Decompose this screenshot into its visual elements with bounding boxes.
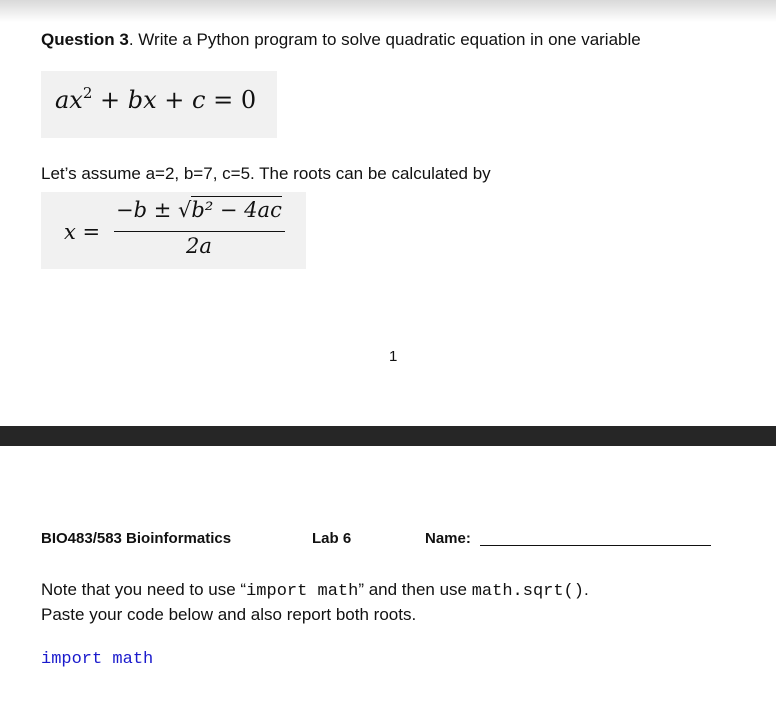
note-code1: import math — [246, 582, 359, 601]
formula-numerator — [116, 198, 282, 222]
lab-label: Lab 6 — [312, 530, 352, 547]
course-title: BIO483/583 Bioinformatics — [41, 530, 232, 547]
note-part1: Note that you need to use “ — [41, 580, 247, 599]
formula-box — [41, 192, 306, 269]
equation-box — [41, 71, 277, 138]
numerator-prefix: −b ± √ — [116, 198, 192, 222]
page-top-shadow — [0, 0, 776, 22]
code-line[interactable]: import math — [41, 650, 154, 669]
question-label: Question 3 — [41, 30, 129, 49]
note-code2: math.sqrt() — [471, 582, 584, 601]
note-part2: ” and then use — [358, 580, 472, 599]
fraction-bar — [114, 231, 285, 232]
formula-lhs: x = — [64, 220, 101, 244]
page-divider — [0, 426, 776, 446]
radicand: b² − 4ac — [191, 198, 282, 222]
note-line-1 — [41, 580, 589, 601]
note-part3: . — [583, 580, 589, 599]
name-underline — [480, 545, 711, 546]
question-title — [41, 30, 641, 50]
page-number: 1 — [389, 348, 398, 365]
assumption-text: Let’s assume a=2, b=7, c=5. The roots can be calculated by — [41, 164, 491, 183]
formula-denominator: 2a — [186, 234, 212, 258]
question-text: . Write a Python program to solve quadratic equation in one variable — [128, 30, 641, 49]
note-line-2: Paste your code below and also report both roots. — [41, 605, 417, 624]
name-label: Name: — [425, 530, 471, 547]
quadratic-equation: $ax^2$ + bx + c = 0 — [55, 84, 257, 114]
